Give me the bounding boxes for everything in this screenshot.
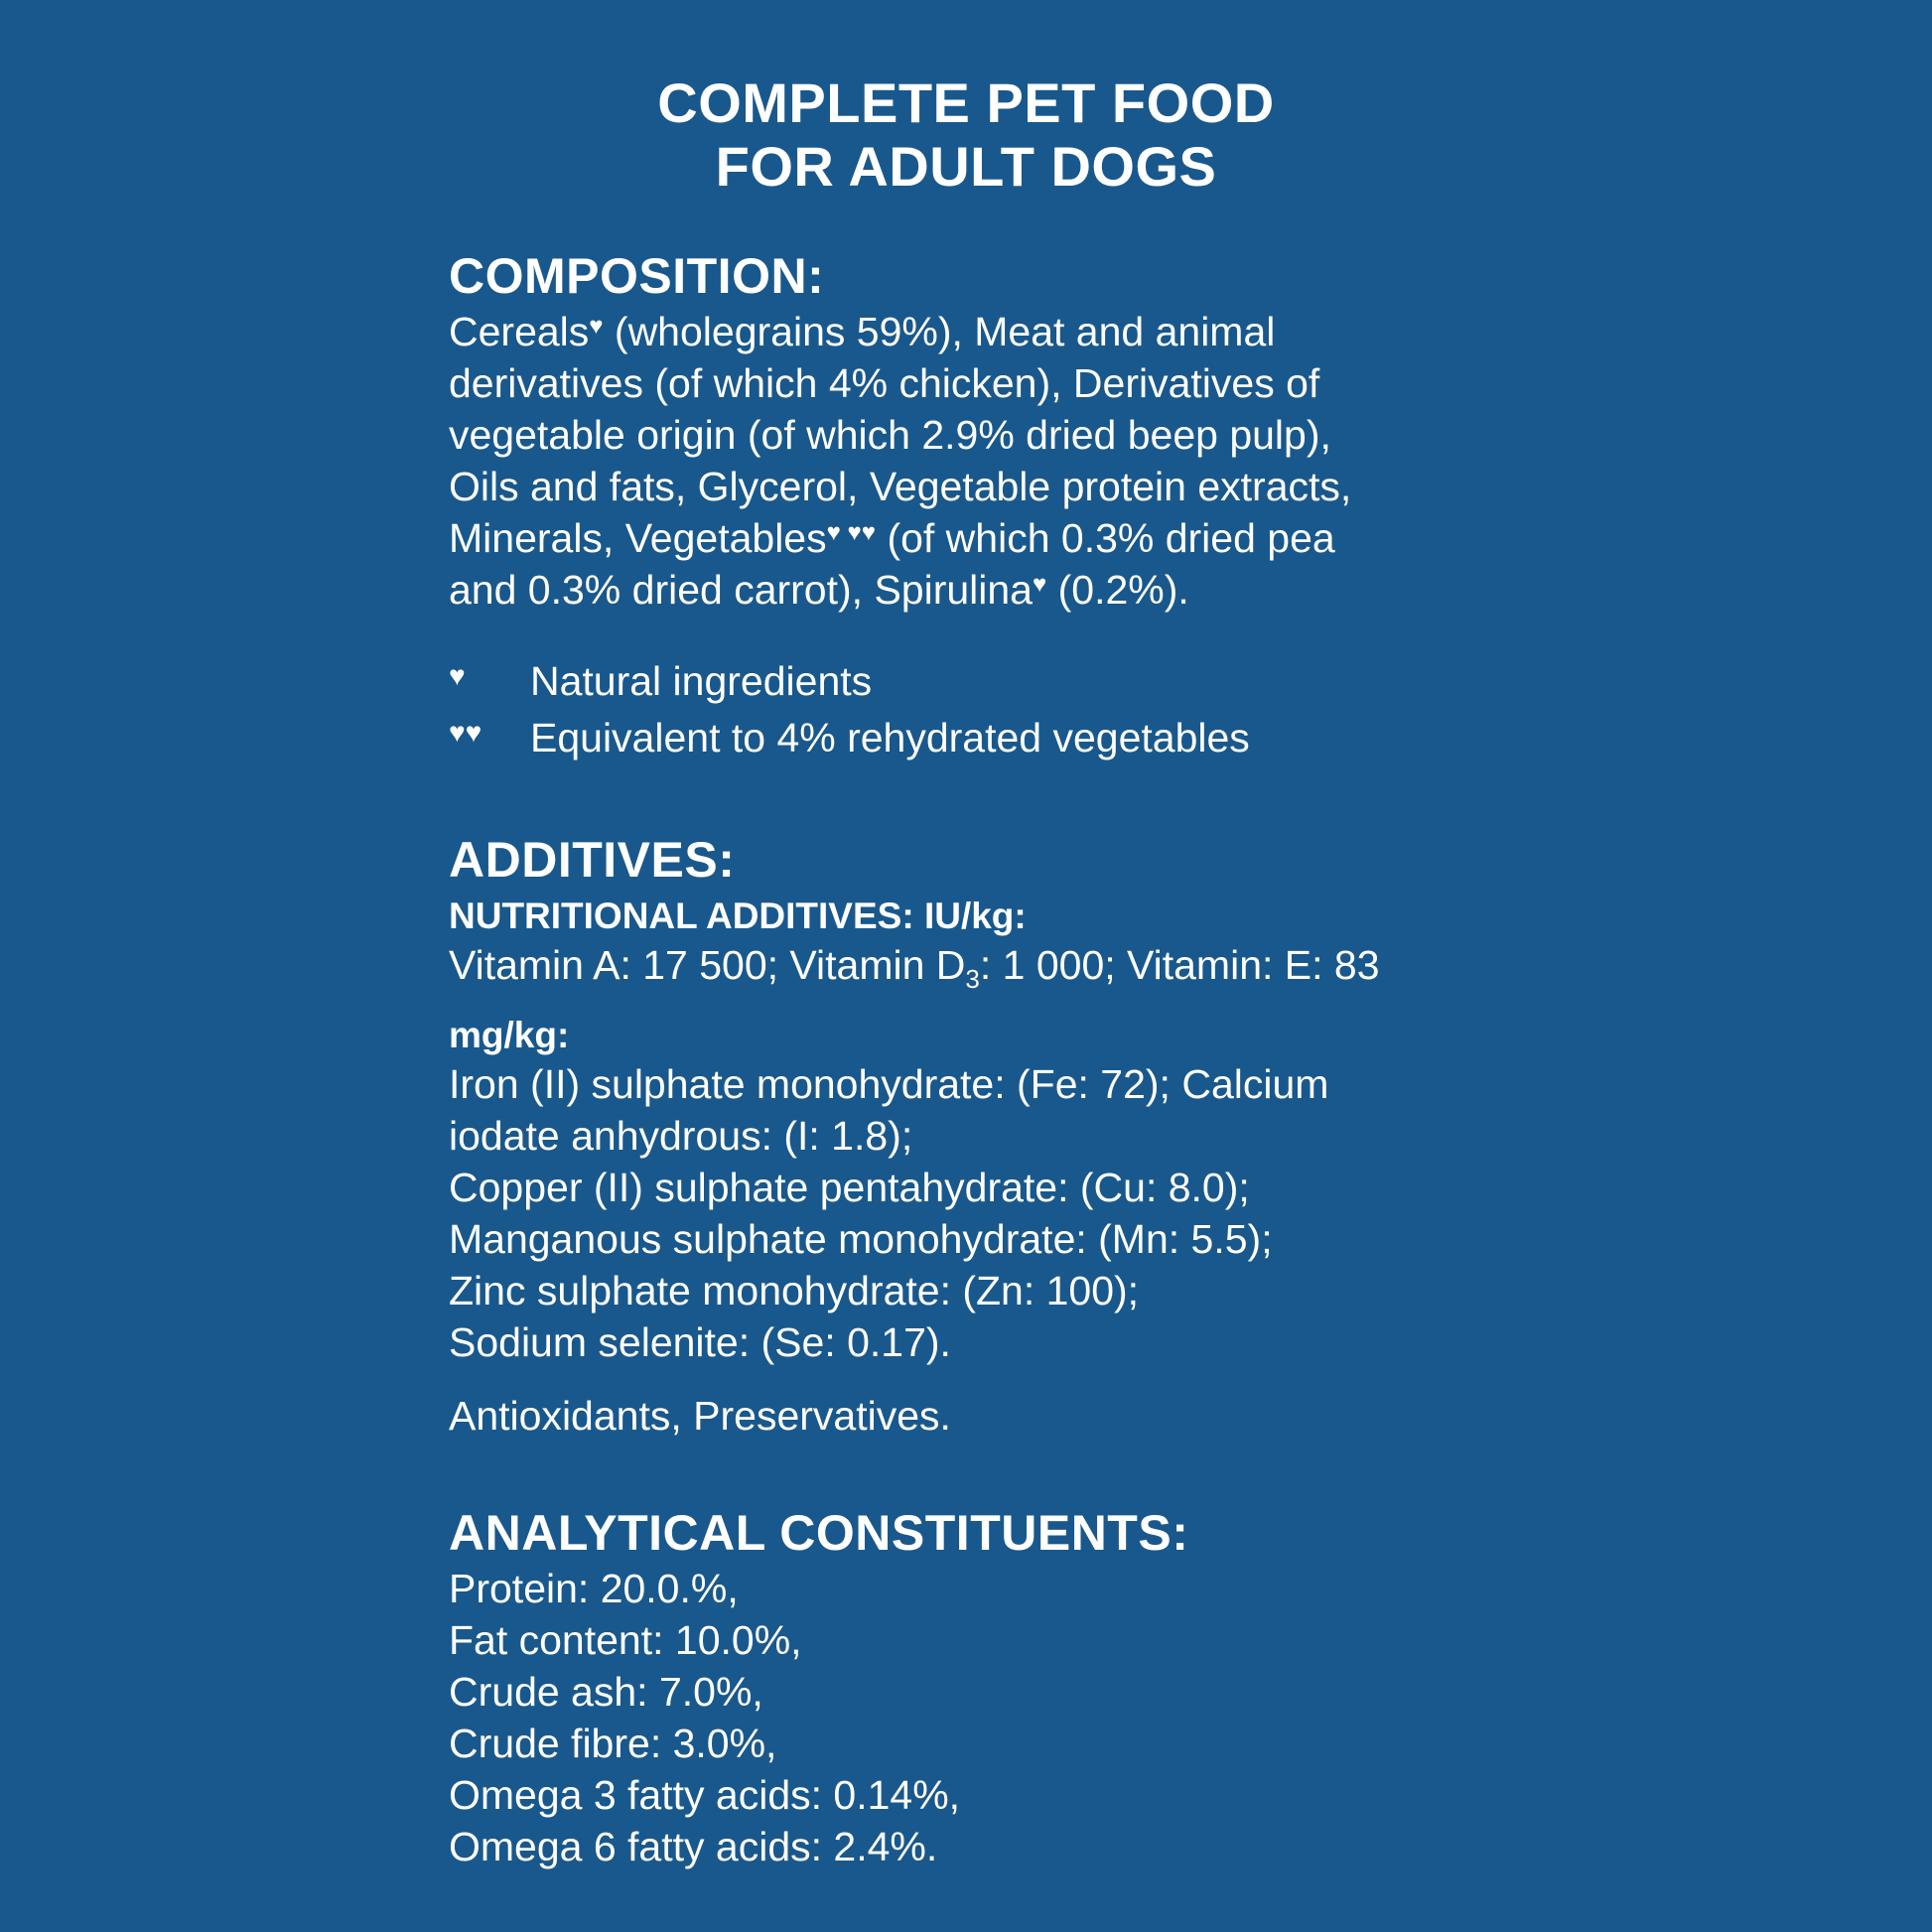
composition-text-part: (of which 0.3% dried pea	[876, 515, 1335, 561]
minerals-list	[449, 1058, 1561, 1368]
composition-line-1	[449, 306, 1561, 357]
analytical-item: Crude fibre: 3.0%,	[449, 1721, 777, 1766]
footnotes	[449, 655, 1561, 768]
footnote-text: Equivalent to 4% rehydrated vegetables	[530, 715, 1250, 760]
analytical-section	[449, 1503, 1561, 1872]
footnote-natural	[449, 655, 1561, 712]
footnote-text: Natural ingredients	[530, 658, 873, 704]
mineral-line: iodate anhydrous: (I: 1.8);	[449, 1113, 913, 1159]
composition-text-part: Minerals, Vegetables	[449, 515, 827, 561]
vitamins-line	[449, 939, 1561, 995]
vitamins-text: : 1 000; Vitamin: E: 83	[979, 942, 1380, 988]
analytical-item: Crude ash: 7.0%,	[449, 1669, 763, 1715]
analytical-item: Omega 3 fatty acids: 0.14%,	[449, 1772, 961, 1818]
label-content	[449, 246, 1561, 1872]
vitamin-d-subscript: 3	[965, 964, 980, 995]
composition-heading: COMPOSITION:	[449, 248, 825, 304]
footnote-rehydrated	[449, 712, 1561, 768]
composition-text-part: (wholegrains 59%), Meat and animal	[603, 309, 1276, 354]
additives-heading: ADDITIVES:	[449, 832, 736, 888]
composition-line-5	[449, 512, 1561, 564]
mineral-line: Manganous sulphate monohydrate: (Mn: 5.5);	[449, 1216, 1273, 1262]
composition-section	[449, 246, 1561, 616]
composition-text-part: and 0.3% dried carrot), Spirulina	[449, 567, 1033, 613]
composition-line-6	[449, 564, 1561, 616]
antioxidants-text: Antioxidants, Preservatives.	[449, 1393, 951, 1439]
composition-text-part: Cereals	[449, 309, 590, 354]
nutritional-additives-heading: NUTRITIONAL ADDITIVES: IU/kg:	[449, 896, 1027, 936]
heart-icon: ♥	[589, 313, 604, 340]
heart-icon: ♥	[826, 519, 841, 546]
composition-line-3: vegetable origin (of which 2.9% dried beep pulp),	[449, 412, 1331, 458]
heart-icon: ♥	[449, 660, 466, 691]
analytical-item: Fat content: 10.0%,	[449, 1617, 802, 1663]
title-line-1: COMPLETE PET FOOD	[657, 71, 1275, 134]
composition-line-2: derivatives (of which 4% chicken), Derivatives of	[449, 360, 1320, 406]
composition-text-part: (0.2%).	[1046, 567, 1189, 613]
composition-line-4: Oils and fats, Glycerol, Vegetable protein extracts,	[449, 464, 1352, 509]
additives-section	[449, 830, 1561, 1442]
composition-text	[449, 306, 1561, 616]
mineral-line: Sodium selenite: (Se: 0.17).	[449, 1319, 951, 1365]
mineral-line: Iron (II) sulphate monohydrate: (Fe: 72); Calcium	[449, 1061, 1329, 1107]
heart-icon: ♥	[1032, 571, 1047, 598]
mgkg-heading: mg/kg:	[449, 1015, 570, 1055]
vitamins-text: Vitamin A: 17 500; Vitamin D	[449, 942, 966, 988]
title-line-2: FOR ADULT DOGS	[715, 135, 1217, 198]
analytical-heading: ANALYTICAL CONSTITUENTS:	[449, 1505, 1189, 1561]
page-title	[0, 71, 1932, 199]
analytical-item: Omega 6 fatty acids: 2.4%.	[449, 1824, 938, 1869]
mineral-line: Zinc sulphate monohydrate: (Zn: 100);	[449, 1268, 1140, 1313]
double-heart-icon: ♥♥	[840, 519, 877, 546]
analytical-list	[449, 1563, 1561, 1872]
analytical-item: Protein: 20.0.%,	[449, 1566, 739, 1611]
double-heart-icon: ♥♥	[449, 717, 483, 748]
mineral-line: Copper (II) sulphate pentahydrate: (Cu: 8.0);	[449, 1165, 1250, 1210]
